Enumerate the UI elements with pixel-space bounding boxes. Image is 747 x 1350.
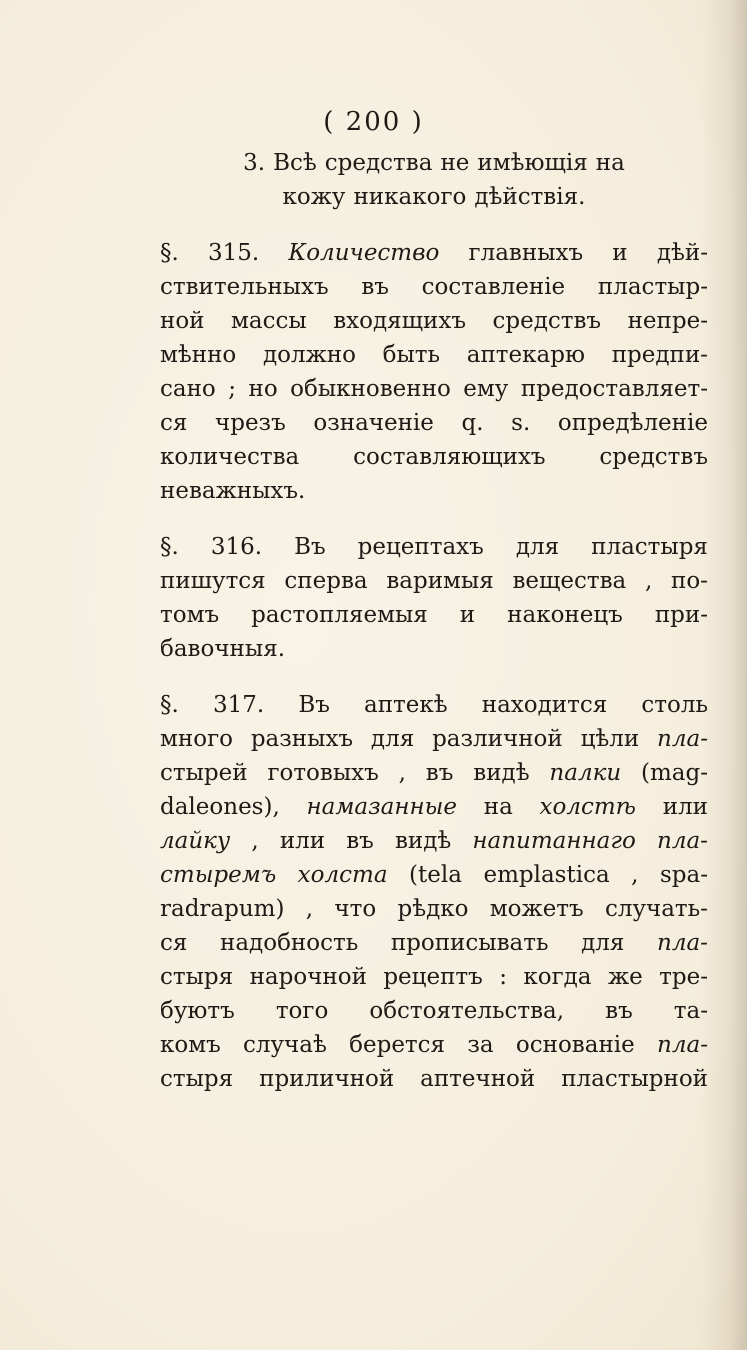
word: надобность bbox=[220, 930, 359, 956]
paragraph bbox=[160, 236, 708, 508]
word: для bbox=[370, 726, 415, 752]
word: буютъ bbox=[160, 998, 235, 1024]
word: массы bbox=[231, 308, 307, 334]
word: дѣйствія. bbox=[474, 184, 586, 210]
text-line bbox=[160, 926, 708, 960]
word: dalеones), bbox=[160, 794, 280, 820]
word: , bbox=[644, 568, 653, 594]
word: составляющихъ bbox=[353, 444, 546, 470]
word: на bbox=[483, 794, 513, 820]
word: мѣнно bbox=[160, 342, 237, 368]
word: случать- bbox=[604, 896, 708, 922]
text-line bbox=[160, 824, 708, 858]
word: или bbox=[662, 794, 708, 820]
word: стыря bbox=[160, 1066, 234, 1092]
word: та- bbox=[673, 998, 708, 1024]
word: столь bbox=[641, 692, 708, 718]
word: , bbox=[631, 862, 639, 888]
text-line bbox=[160, 598, 708, 632]
word: аптекѣ bbox=[364, 692, 448, 718]
word: нарочной bbox=[249, 964, 367, 990]
word: въ bbox=[346, 828, 374, 854]
word: , bbox=[305, 896, 314, 922]
word: различной bbox=[432, 726, 563, 752]
paragraph-gap bbox=[160, 214, 708, 236]
text-line bbox=[160, 892, 708, 926]
page-number: ( 200 ) bbox=[323, 107, 424, 137]
text-line bbox=[160, 530, 708, 564]
word: стырей bbox=[160, 760, 248, 786]
word: кожу bbox=[282, 184, 346, 210]
word: имѣющія bbox=[477, 150, 588, 176]
word: Въ bbox=[294, 534, 326, 560]
text-line bbox=[160, 790, 708, 824]
word: никакого bbox=[353, 184, 467, 210]
word: опредѣленіе bbox=[557, 410, 708, 436]
text-line bbox=[160, 858, 708, 892]
word: ся bbox=[160, 410, 188, 436]
word: : bbox=[499, 964, 507, 990]
text-line bbox=[160, 304, 708, 338]
word: обыкновенно bbox=[290, 376, 451, 402]
word: пла- bbox=[657, 930, 708, 956]
word: Всѣ bbox=[273, 150, 317, 176]
word: находится bbox=[481, 692, 608, 718]
word: тре- bbox=[659, 964, 708, 990]
word: должно bbox=[262, 342, 356, 368]
paragraph-gap bbox=[160, 666, 708, 688]
word: что bbox=[334, 896, 377, 922]
text-line bbox=[160, 474, 708, 508]
word: рецептъ bbox=[383, 964, 483, 990]
text-line bbox=[160, 994, 708, 1028]
word: ему bbox=[463, 376, 509, 402]
word: въ bbox=[361, 274, 389, 300]
word: средствъ bbox=[492, 308, 602, 334]
word: radrapum) bbox=[160, 896, 285, 922]
text-line bbox=[160, 372, 708, 406]
text-line bbox=[160, 564, 708, 598]
word: не bbox=[440, 150, 470, 176]
word: основаніе bbox=[515, 1032, 635, 1058]
word: неважныхъ. bbox=[160, 478, 306, 504]
paragraph bbox=[160, 530, 708, 666]
word: s. bbox=[511, 410, 531, 436]
word: сано bbox=[160, 376, 216, 402]
word: видѣ bbox=[394, 828, 452, 854]
word: чрезъ bbox=[215, 410, 286, 436]
word: предпи- bbox=[611, 342, 708, 368]
word: главныхъ bbox=[468, 240, 584, 266]
word: пла- bbox=[657, 1032, 708, 1058]
word: на bbox=[595, 150, 625, 176]
word: для bbox=[581, 930, 625, 956]
word: рецептахъ bbox=[357, 534, 484, 560]
word: 317. bbox=[212, 692, 265, 718]
word: стыря bbox=[160, 964, 234, 990]
word: аптекарю bbox=[466, 342, 585, 368]
text-line bbox=[160, 632, 708, 666]
word: варимыя bbox=[386, 568, 494, 594]
text-line bbox=[160, 180, 708, 214]
word: быть bbox=[382, 342, 441, 368]
text-line bbox=[160, 406, 708, 440]
word: (mag- bbox=[641, 760, 708, 786]
word: ствительныхъ bbox=[160, 274, 329, 300]
word: разныхъ bbox=[250, 726, 354, 752]
word: видѣ bbox=[473, 760, 530, 786]
word: или bbox=[279, 828, 326, 854]
word: непре- bbox=[627, 308, 708, 334]
word: по- bbox=[671, 568, 708, 594]
word: но bbox=[248, 376, 278, 402]
word: растопляемыя bbox=[251, 602, 428, 628]
word: для bbox=[515, 534, 560, 560]
word: пишутся bbox=[160, 568, 266, 594]
word: 3. bbox=[243, 150, 266, 176]
text-line bbox=[160, 1028, 708, 1062]
word: въ bbox=[425, 760, 454, 786]
word: прописывать bbox=[390, 930, 549, 956]
word: дѣй- bbox=[656, 240, 708, 266]
word: лайку bbox=[160, 828, 231, 854]
word: много bbox=[160, 726, 233, 752]
body-text bbox=[160, 146, 708, 1096]
word: можетъ bbox=[489, 896, 584, 922]
word: emplastica bbox=[483, 862, 610, 888]
word: при- bbox=[654, 602, 708, 628]
text-line bbox=[160, 270, 708, 304]
text-line bbox=[160, 338, 708, 372]
text-line bbox=[160, 688, 708, 722]
word: холста bbox=[297, 862, 388, 888]
word: количества bbox=[160, 444, 300, 470]
word: ; bbox=[228, 376, 237, 402]
paragraph-gap bbox=[160, 508, 708, 530]
word: предоставляет- bbox=[520, 376, 708, 402]
word: ной bbox=[160, 308, 205, 334]
text-line bbox=[160, 722, 708, 756]
word: средствъ bbox=[599, 444, 708, 470]
word: 315. bbox=[208, 240, 260, 266]
word: аптечной bbox=[420, 1066, 536, 1092]
word: означеніе bbox=[313, 410, 434, 436]
word: наконецъ bbox=[507, 602, 623, 628]
word: spa- bbox=[659, 862, 708, 888]
word: томъ bbox=[160, 602, 220, 628]
word: обстоятельства, bbox=[369, 998, 565, 1024]
word: Въ bbox=[298, 692, 330, 718]
word: цѣли bbox=[580, 726, 640, 752]
word: за bbox=[467, 1032, 494, 1058]
word: сперва bbox=[284, 568, 368, 594]
word: Количество bbox=[288, 240, 440, 266]
word: средства bbox=[324, 150, 433, 176]
word: пластыр- bbox=[597, 274, 708, 300]
text-line bbox=[160, 146, 708, 180]
word: того bbox=[275, 998, 329, 1024]
text-line bbox=[160, 960, 708, 994]
word: берется bbox=[349, 1032, 446, 1058]
word: составленіе bbox=[421, 274, 566, 300]
paragraph bbox=[160, 688, 708, 1096]
paragraph bbox=[160, 146, 708, 214]
word: стыремъ bbox=[160, 862, 277, 888]
word: q. bbox=[461, 410, 484, 436]
word: же bbox=[607, 964, 643, 990]
word: пла- bbox=[657, 726, 708, 752]
word: (tela bbox=[409, 862, 462, 888]
word: готовыхъ bbox=[267, 760, 379, 786]
word: когда bbox=[523, 964, 592, 990]
word: комъ bbox=[160, 1032, 221, 1058]
word: холстѣ bbox=[539, 794, 636, 820]
word: , bbox=[251, 828, 259, 854]
word: палки bbox=[549, 760, 622, 786]
word: §. bbox=[160, 692, 179, 718]
word: 316. bbox=[210, 534, 263, 560]
word: и bbox=[612, 240, 628, 266]
word: пластырной bbox=[561, 1066, 708, 1092]
word: напитаннаго bbox=[472, 828, 636, 854]
word: приличной bbox=[259, 1066, 395, 1092]
word: и bbox=[459, 602, 476, 628]
text-line bbox=[160, 1062, 708, 1096]
word: ся bbox=[160, 930, 188, 956]
word: входящихъ bbox=[333, 308, 466, 334]
word: въ bbox=[605, 998, 633, 1024]
word: случаѣ bbox=[243, 1032, 327, 1058]
word: бавочныя. bbox=[160, 636, 286, 662]
word: , bbox=[398, 760, 406, 786]
word: пла- bbox=[657, 828, 708, 854]
text-line bbox=[160, 756, 708, 790]
text-line bbox=[160, 236, 708, 270]
word: рѣдко bbox=[397, 896, 469, 922]
word: §. bbox=[160, 534, 179, 560]
word: вещества bbox=[512, 568, 627, 594]
word: пластыря bbox=[591, 534, 708, 560]
text-line bbox=[160, 440, 708, 474]
word: намазанные bbox=[306, 794, 458, 820]
word: §. bbox=[160, 240, 179, 266]
